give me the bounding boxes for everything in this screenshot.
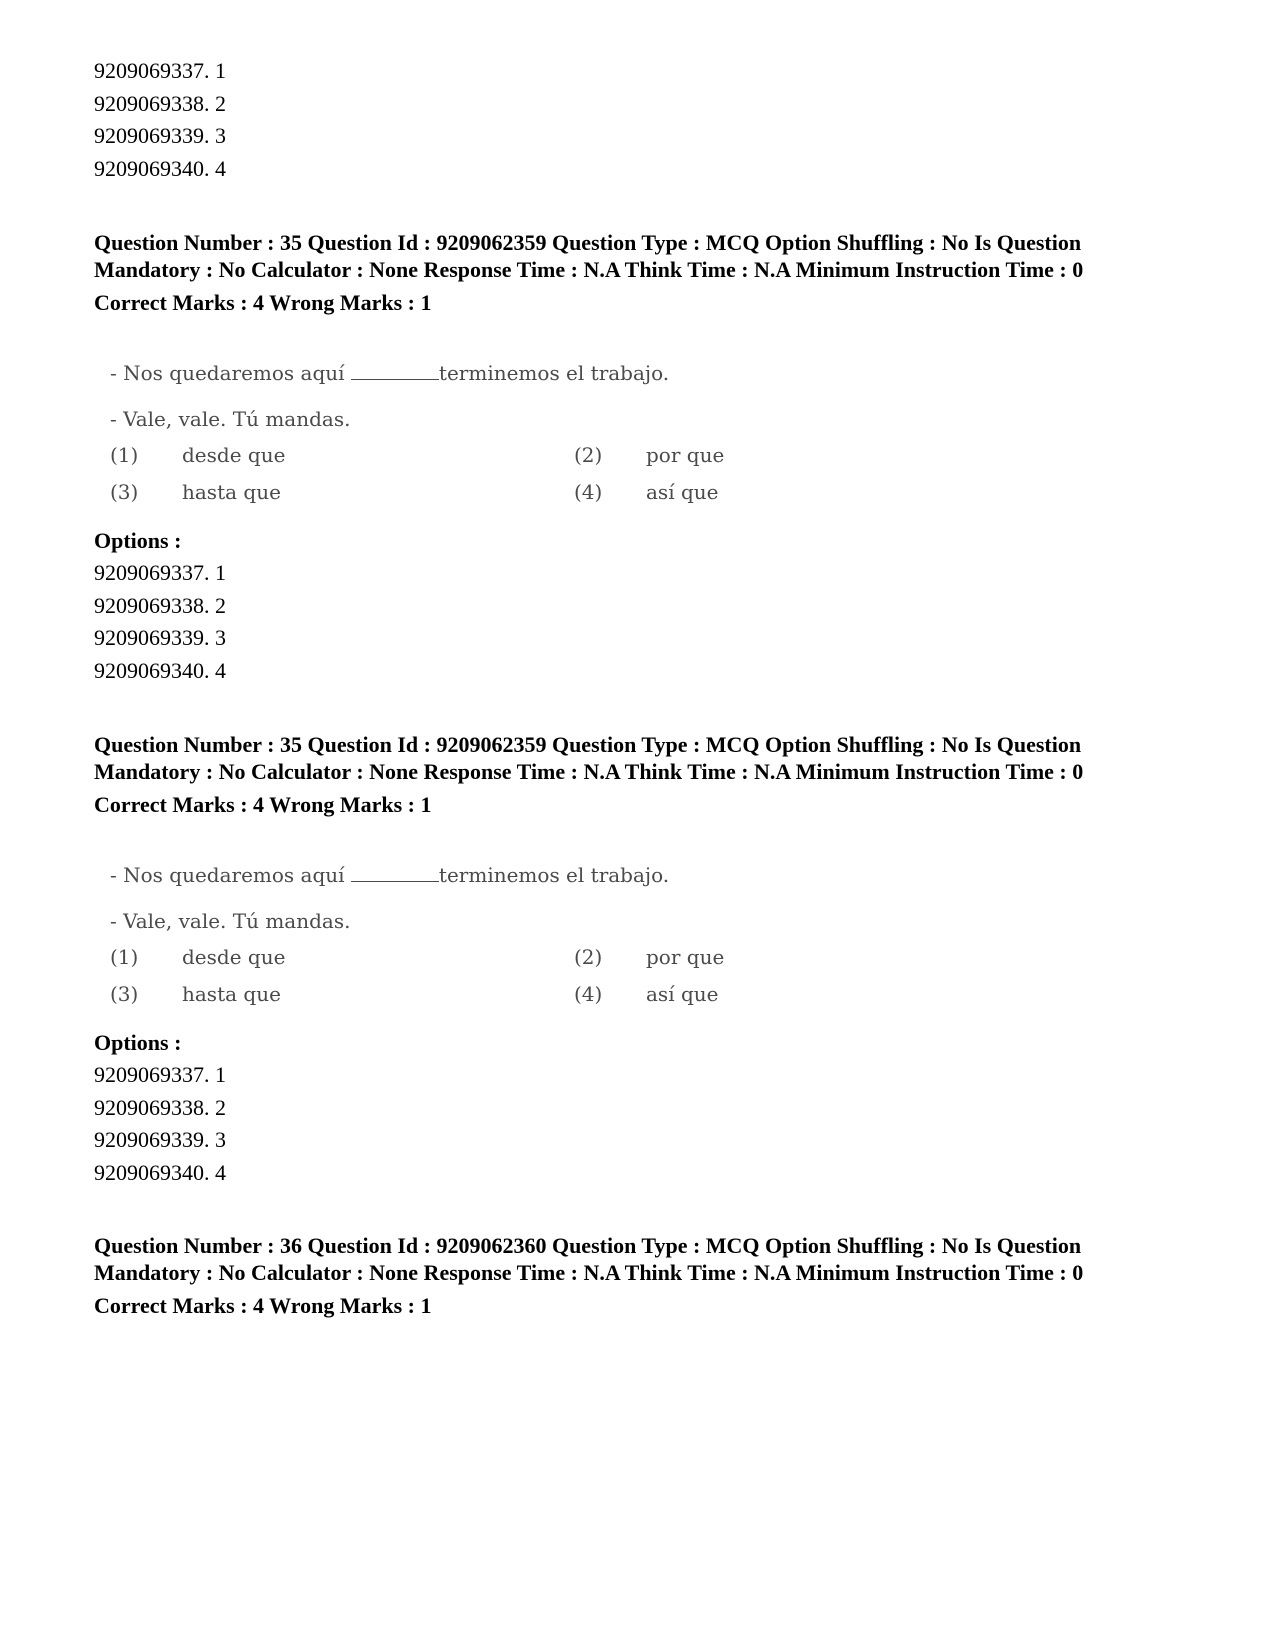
question-2-content xyxy=(94,857,734,1007)
choice-text: por que xyxy=(646,443,725,467)
choice-text: así que xyxy=(646,480,719,504)
choice-number: (3) xyxy=(110,982,139,1006)
choice-number: (2) xyxy=(574,443,603,467)
question-1-content xyxy=(94,355,734,505)
prompt-before: - Nos quedaremos aquí xyxy=(110,863,351,887)
choice-text: desde que xyxy=(182,945,286,969)
question-reply: - Vale, vale. Tú mandas. xyxy=(110,909,351,933)
choice-text: hasta que xyxy=(182,982,281,1006)
option-line: 9209069339. 3 xyxy=(94,625,226,650)
options-label: Options : xyxy=(94,528,182,553)
option-line: 9209069338. 2 xyxy=(94,592,226,618)
question-marks: Correct Marks : 4 Wrong Marks : 1 xyxy=(94,1293,432,1319)
prompt-before: - Nos quedaremos aquí xyxy=(110,361,351,385)
question-marks: Correct Marks : 4 Wrong Marks : 1 xyxy=(94,792,432,818)
option-line: 9209069340. 4 xyxy=(94,1159,226,1185)
option-line: 9209069337. 1 xyxy=(94,1062,226,1087)
prompt-after: terminemos el trabajo. xyxy=(438,863,670,887)
top-options-list xyxy=(94,55,1194,185)
choice-number: (3) xyxy=(110,480,139,504)
choice-number: (4) xyxy=(574,480,603,504)
answer-blank xyxy=(351,863,439,882)
option-line: 9209069338. 2 xyxy=(94,1094,226,1120)
option-line: 9209069339. 3 xyxy=(94,123,226,148)
option-line: 9209069339. 3 xyxy=(94,1127,226,1152)
answer-blank xyxy=(351,361,439,380)
question-reply: - Vale, vale. Tú mandas. xyxy=(110,407,351,431)
question-2-meta xyxy=(94,732,1194,819)
question-prompt xyxy=(110,361,669,385)
choice-number: (4) xyxy=(574,982,603,1006)
choice-number: (1) xyxy=(110,443,139,467)
choice-number: (2) xyxy=(574,945,603,969)
question-header: Question Number : 35 Question Id : 9209062359 Question Type : MCQ Option Shuffling : No Is Question Mandatory : No Calculator : None Response Time : N.A Think Time : N.A Minimum Instruction Time : 0 xyxy=(94,732,1084,784)
question-1-meta xyxy=(94,230,1194,317)
question-marks: Correct Marks : 4 Wrong Marks : 1 xyxy=(94,290,432,316)
question-header: Question Number : 36 Question Id : 9209062360 Question Type : MCQ Option Shuffling : No Is Question Mandatory : No Calculator : None Response Time : N.A Think Time : N.A Minimum Instruction Time : 0 xyxy=(94,1233,1084,1285)
options-label: Options : xyxy=(94,1030,182,1055)
question-1-options xyxy=(94,525,1194,687)
question-prompt xyxy=(110,863,669,887)
choice-text: por que xyxy=(646,945,725,969)
choice-number: (1) xyxy=(110,945,139,969)
prompt-after: terminemos el trabajo. xyxy=(438,361,670,385)
option-line: 9209069338. 2 xyxy=(94,90,226,116)
option-line: 9209069337. 1 xyxy=(94,560,226,585)
choice-text: así que xyxy=(646,982,719,1006)
question-2-options xyxy=(94,1027,1194,1189)
question-3-meta xyxy=(94,1233,1194,1320)
choice-text: hasta que xyxy=(182,480,281,504)
option-line: 9209069340. 4 xyxy=(94,155,226,181)
choice-text: desde que xyxy=(182,443,286,467)
question-header: Question Number : 35 Question Id : 9209062359 Question Type : MCQ Option Shuffling : No Is Question Mandatory : No Calculator : None Response Time : N.A Think Time : N.A Minimum Instruction Time : 0 xyxy=(94,230,1084,282)
option-line: 9209069337. 1 xyxy=(94,58,226,83)
option-line: 9209069340. 4 xyxy=(94,657,226,683)
